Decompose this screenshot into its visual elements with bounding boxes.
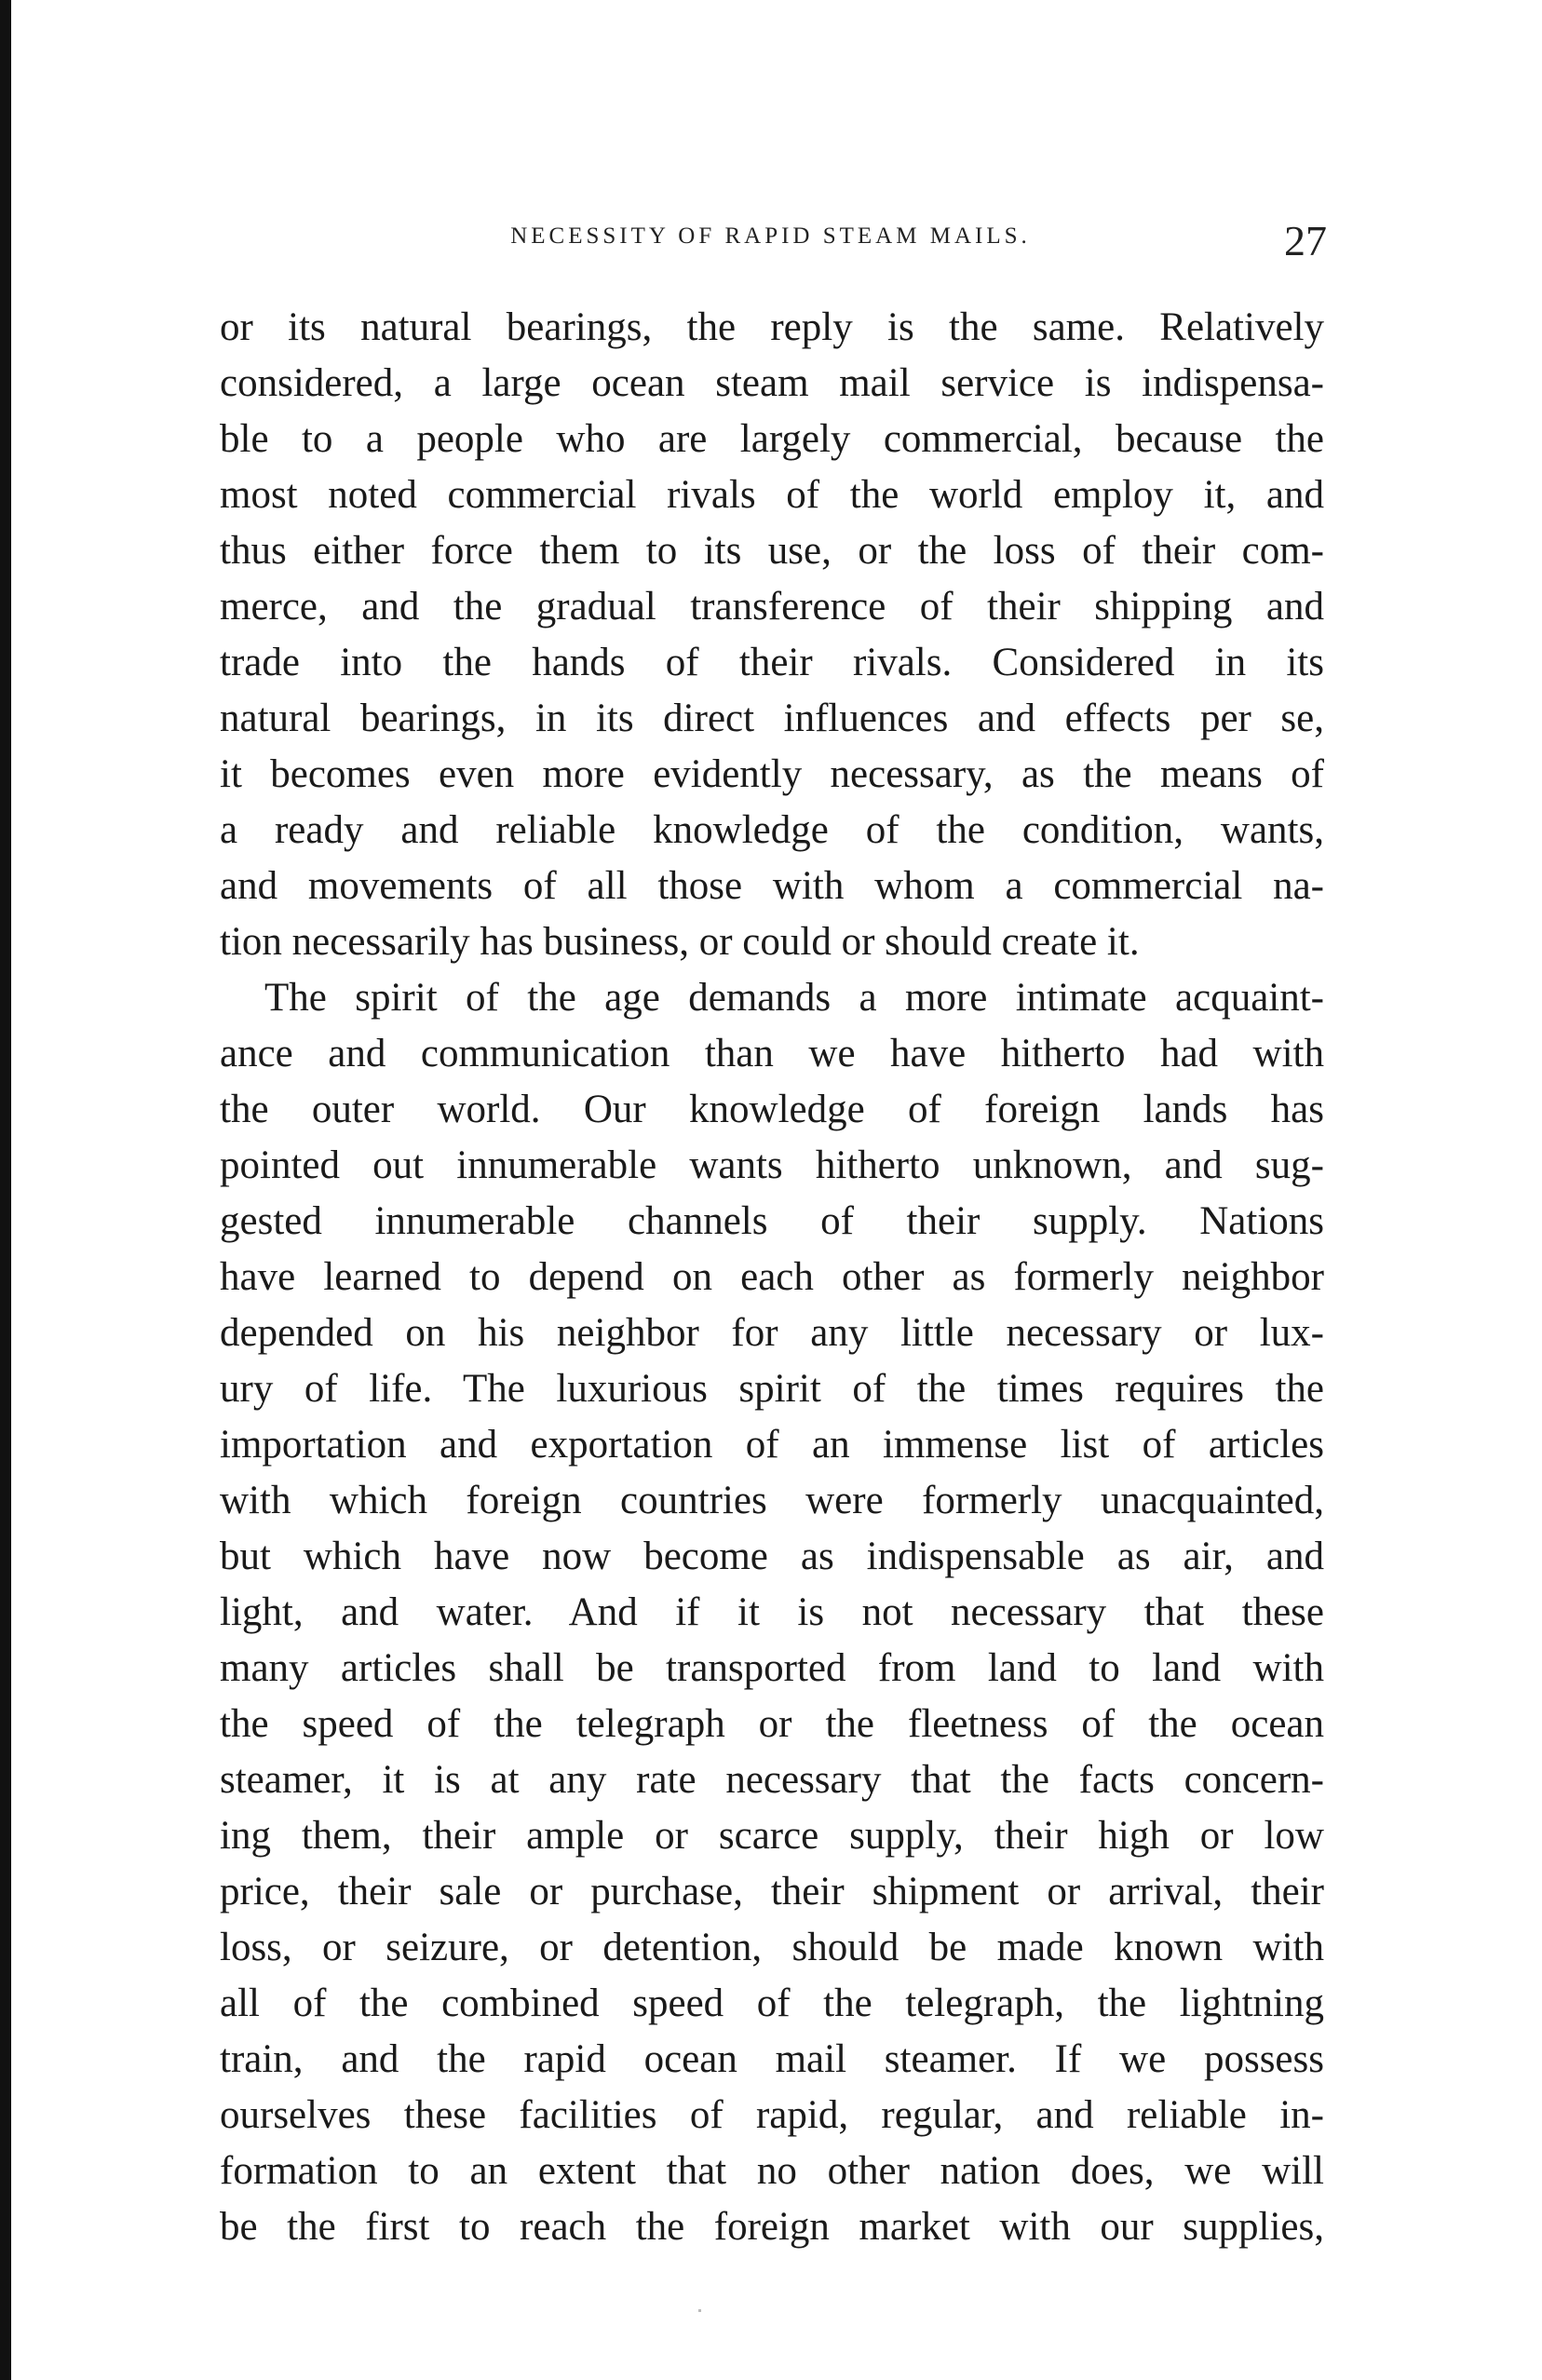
text-line: pointed out innumerable wants hitherto unknown, and sug-: [220, 1143, 1324, 1187]
text-line: importation and exportation of an immense list of articles: [220, 1423, 1324, 1467]
text-line: all of the combined speed of the telegraph, the lightning: [220, 1981, 1324, 2025]
text-line: steamer, it is at any rate necessary that the facts concern-: [220, 1758, 1324, 1802]
binding-edge: [0, 0, 11, 2380]
text-line: thus either force them to its use, or the loss of their com-: [220, 529, 1324, 573]
text-line: formation to an extent that no other nation does, we will: [220, 2149, 1324, 2193]
text-line: most noted commercial rivals of the world employ it, and: [220, 473, 1324, 517]
text-line: or its natural bearings, the reply is the same. Relatively: [220, 305, 1324, 349]
text-line: ble to a people who are largely commercial, because the: [220, 417, 1324, 461]
text-line: ourselves these facilities of rapid, regular, and reliable in-: [220, 2093, 1324, 2137]
text-line: a ready and reliable knowledge of the condition, wants,: [220, 808, 1324, 852]
text-line: loss, or seizure, or detention, should be made known with: [220, 1926, 1324, 1969]
text-line: gested innumerable channels of their supply. Nations: [220, 1199, 1324, 1243]
text-line: and movements of all those with whom a commercial na-: [220, 864, 1324, 908]
text-line: depended on his neighbor for any little necessary or lux-: [220, 1311, 1324, 1355]
text-line: but which have now become as indispensable as air, and: [220, 1535, 1324, 1578]
text-line: trade into the hands of their rivals. Considered in its: [220, 641, 1324, 684]
text-line: tion necessarily has business, or could or should create it.: [220, 920, 1140, 964]
running-title: NECESSITY OF RAPID STEAM MAILS.: [510, 223, 1031, 249]
paragraph-2: [220, 970, 1324, 2255]
text-line: it becomes even more evidently necessary, as the means of: [220, 752, 1324, 796]
paper-speck: [698, 2309, 701, 2312]
paragraph-1: [220, 300, 1324, 970]
body-text: [220, 300, 1324, 2255]
text-line: the outer world. Our knowledge of foreign lands has: [220, 1088, 1324, 1131]
text-line: the speed of the telegraph or the fleetness of the ocean: [220, 1702, 1324, 1746]
text-line: considered, a large ocean steam mail service is indispensa-: [220, 361, 1324, 405]
text-line: price, their sale or purchase, their shipment or arrival, their: [220, 1870, 1324, 1913]
running-head: [214, 216, 1327, 272]
text-line: light, and water. And if it is not necessary that these: [220, 1590, 1324, 1634]
text-line: ance and communication than we have hitherto had with: [220, 1032, 1324, 1075]
page-number: 27: [1284, 217, 1327, 264]
text-line: ury of life. The luxurious spirit of the times requires the: [220, 1367, 1324, 1411]
text-line: with which foreign countries were formerly unacquainted,: [220, 1479, 1324, 1522]
text-line: have learned to depend on each other as formerly neighbor: [220, 1255, 1324, 1299]
text-line: The spirit of the age demands a more intimate acquaint-: [264, 976, 1324, 1020]
text-line: be the first to reach the foreign market with our supplies,: [220, 2205, 1324, 2249]
text-line: ing them, their ample or scarce supply, their high or low: [220, 1814, 1324, 1858]
text-line: merce, and the gradual transference of their shipping and: [220, 585, 1324, 629]
text-line: many articles shall be transported from land to land with: [220, 1646, 1324, 1690]
text-line: train, and the rapid ocean mail steamer. If we possess: [220, 2037, 1324, 2081]
text-line: natural bearings, in its direct influences and effects per se,: [220, 696, 1324, 740]
